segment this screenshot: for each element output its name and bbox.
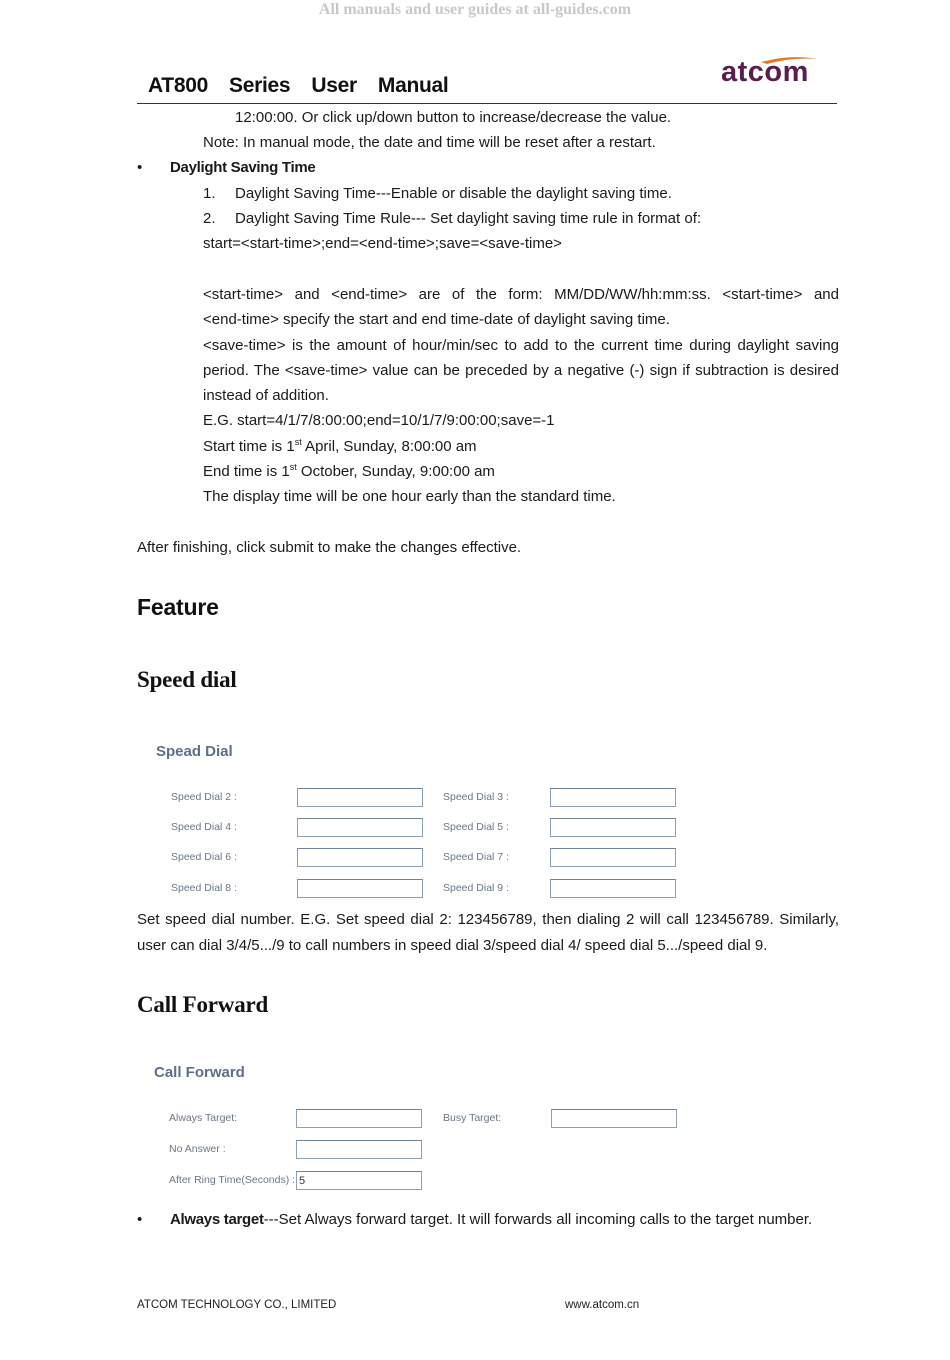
atcom-logo [721, 52, 821, 90]
display-time-line: The display time will be one hour early than the standard time. [203, 488, 616, 505]
list-number: 2. [203, 210, 216, 227]
busy-target-input[interactable] [551, 1109, 677, 1128]
start-time-text: Start time is 1 [203, 438, 295, 455]
paragraph-line: <save-time> is the amount of hour/min/sec to add to the current time during daylight saving [203, 337, 839, 354]
after-finishing-line: After finishing, click submit to make the changes effective. [137, 539, 522, 556]
bullet-icon: • [137, 1211, 143, 1228]
no-answer-label: No Answer : [169, 1143, 226, 1155]
ring-time-input[interactable] [296, 1171, 422, 1190]
speed-dial-5-label: Speed Dial 5 : [443, 821, 509, 833]
format-line: start=<start-time>;end=<end-time>;save=<save-time> [203, 235, 562, 252]
list-number: 1. [203, 185, 216, 202]
ring-time-label: After Ring Time(Seconds) : [169, 1174, 296, 1186]
speed-dial-2-label: Speed Dial 2 : [171, 791, 237, 803]
speed-dial-4-label: Speed Dial 4 : [171, 821, 237, 833]
call-forward-panel-title: Call Forward [154, 1064, 245, 1081]
section-heading-feature: Feature [137, 594, 219, 620]
end-time-text: End time is 1 [203, 463, 290, 480]
speed-dial-6-label: Speed Dial 6 : [171, 851, 237, 863]
always-target-input[interactable] [296, 1109, 422, 1128]
speed-dial-7-label: Speed Dial 7 : [443, 851, 509, 863]
always-target-label: Always Target: [169, 1112, 238, 1124]
speed-dial-2-input[interactable] [297, 788, 423, 807]
text-line: 12:00:00. Or click up/down button to increase/decrease the value. [235, 109, 672, 126]
speed-dial-9-label: Speed Dial 9 : [443, 882, 509, 894]
paragraph-line: <start-time> and <end-time> are of the form: MM/DD/WW/hh:mm:ss. <start-time> and [203, 286, 839, 303]
start-time-rest: April, Sunday, 8:00:00 am [301, 438, 477, 455]
end-time-rest: October, Sunday, 9:00:00 am [296, 463, 495, 480]
speed-dial-3-label: Speed Dial 3 : [443, 791, 509, 803]
speed-dial-4-input[interactable] [297, 818, 423, 837]
speed-dial-8-input[interactable] [297, 879, 423, 898]
ordinal-suffix: st [289, 462, 297, 472]
paragraph-line: instead of addition. [203, 387, 329, 404]
section-heading-speed-dial: Speed dial [137, 667, 237, 692]
footer-company: ATCOM TECHNOLOGY CO., LIMITED [137, 1299, 337, 1311]
logo-text: atcom [721, 56, 809, 88]
manual-title: AT800 Series User Manual [148, 74, 449, 97]
speed-dial-7-input[interactable] [550, 848, 676, 867]
header-divider [137, 103, 837, 104]
speed-dial-6-input[interactable] [297, 848, 423, 867]
paragraph-line: period. The <save-time> value can be preceded by a negative (-) sign if subtraction is desired [203, 362, 839, 379]
note-line: Note: In manual mode, the date and time will be reset after a restart. [203, 134, 656, 151]
speed-dial-desc-line: user can dial 3/4/5.../9 to call numbers in speed dial 3/speed dial 4/ speed dial 5.../speed dial 9. [137, 937, 768, 954]
always-target-bullet [170, 1207, 812, 1232]
speed-dial-9-input[interactable] [550, 879, 676, 898]
speed-dial-panel-title: Spead Dial [156, 743, 233, 760]
busy-target-label: Busy Target: [443, 1112, 502, 1124]
dst-heading: Daylight Saving Time [170, 159, 316, 176]
paragraph-line: <end-time> specify the start and end time-date of daylight saving time. [203, 311, 670, 328]
no-answer-input[interactable] [296, 1140, 422, 1159]
ordinal-suffix: st [294, 437, 302, 447]
speed-dial-3-input[interactable] [550, 788, 676, 807]
end-time-line [203, 459, 495, 484]
bullet-icon: • [137, 159, 143, 176]
list-item-text: Daylight Saving Time Rule--- Set daylight saving time rule in format of: [235, 210, 702, 227]
speed-dial-8-label: Speed Dial 8 : [171, 882, 237, 894]
footer-website: www.atcom.cn [565, 1299, 640, 1311]
list-item-text: Daylight Saving Time---Enable or disable the daylight saving time. [235, 185, 672, 202]
speed-dial-desc-line: Set speed dial number. E.G. Set speed dial 2: 123456789, then dialing 2 will call 123456789. Similarly, [137, 911, 839, 928]
section-heading-call-forward: Call Forward [137, 992, 269, 1017]
always-target-term: Always target [170, 1211, 264, 1228]
example-line: E.G. start=4/1/7/8:00:00;end=10/1/7/9:00:00;save=-1 [203, 412, 555, 429]
always-target-desc: ---Set Always forward target. It will forwards all incoming calls to the target number. [263, 1211, 813, 1228]
speed-dial-5-input[interactable] [550, 818, 676, 837]
start-time-line [203, 434, 477, 459]
watermark-text: All manuals and user guides at all-guides.com [318, 1, 632, 18]
